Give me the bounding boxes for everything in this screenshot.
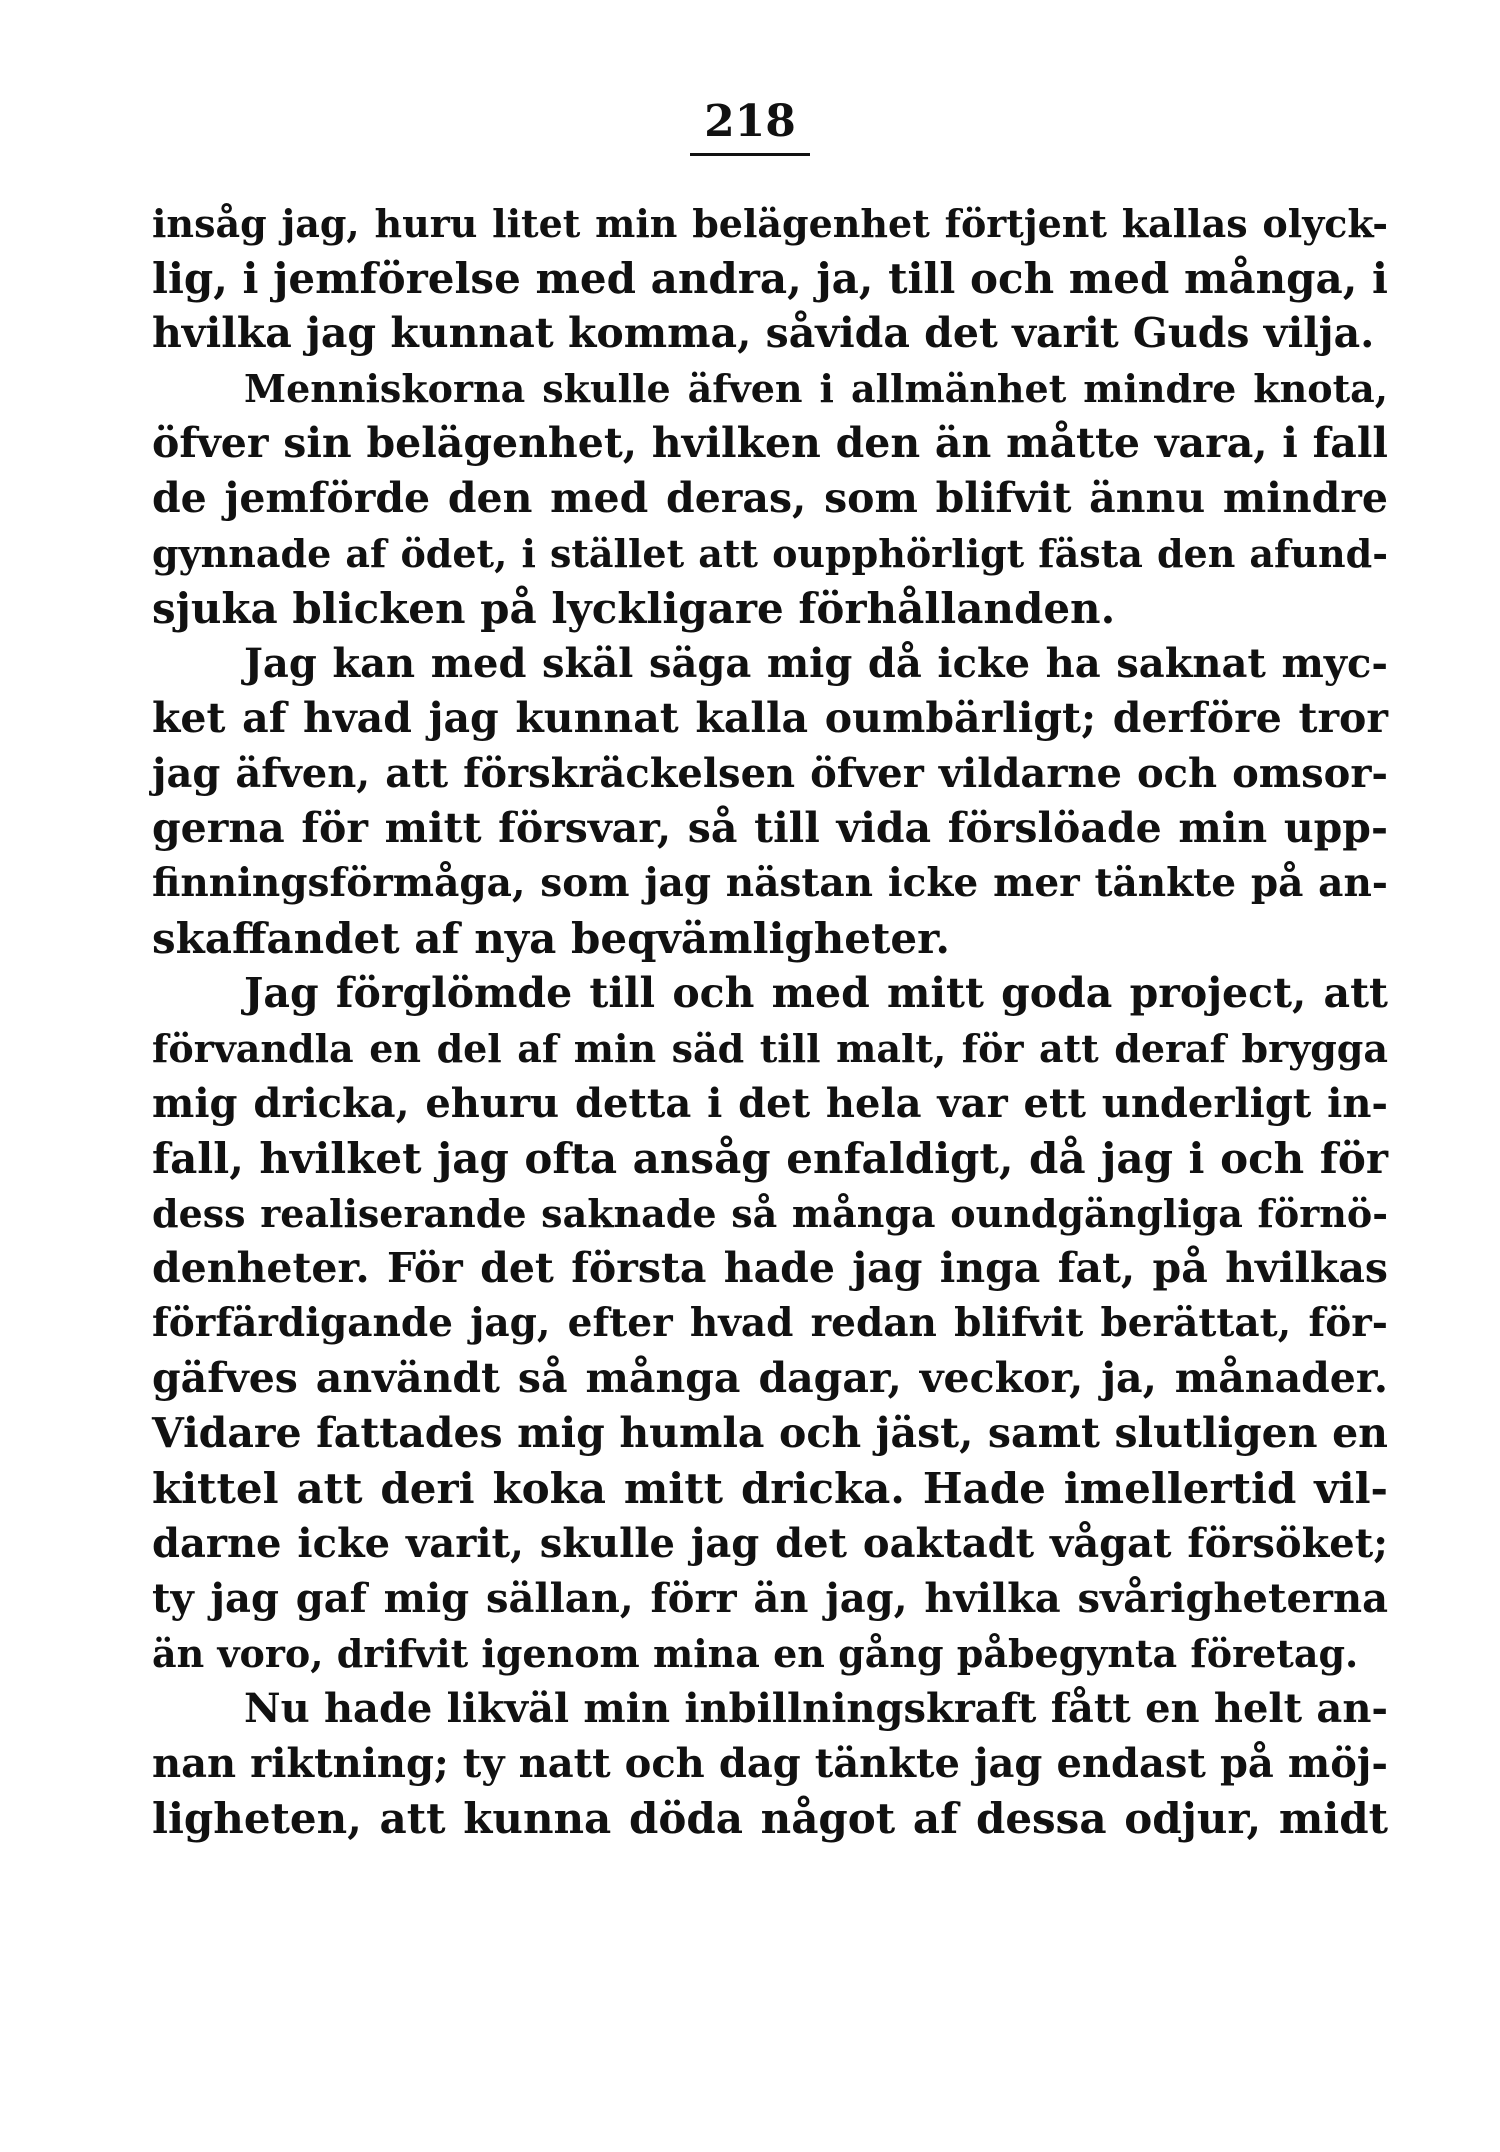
text-line: de jemförde den med deras, som blifvit ännu mindre <box>152 474 1388 522</box>
text-line: denheter. För det första hade jag inga fat, på hvilkas <box>152 1244 1388 1292</box>
text-line: Vidare fattades mig humla och jäst, samt slutligen en <box>152 1409 1388 1457</box>
paragraph <box>152 1681 1388 1846</box>
text-line: öfver sin belägenhet, hvilken den än måtte vara, i fall <box>152 419 1388 467</box>
text-line: förvandla en del af min säd till malt, för att deraf brygga <box>152 1026 1388 1071</box>
paragraph <box>152 361 1388 636</box>
body-text <box>152 196 1388 1846</box>
text-line: ligheten, att kunna döda något af dessa odjur, midt <box>152 1794 1388 1843</box>
paragraph <box>152 196 1388 361</box>
text-line: ty jag gaf mig sällan, förr än jag, hvilka svårigheterna <box>152 1575 1388 1622</box>
text-line: mig dricka, ehuru detta i det hela var ett underligt in- <box>152 1080 1388 1127</box>
paragraph <box>152 636 1388 966</box>
page-number-text: 218 <box>690 96 810 156</box>
text-line: kittel att deri koka mitt dricka. Hade imellertid vil- <box>152 1464 1388 1513</box>
text-line: skaffandet af nya beqvämligheter. <box>152 914 951 963</box>
text-line: fall, hvilket jag ofta ansåg enfaldigt, då jag i och för <box>152 1134 1388 1183</box>
text-line: gynnade af ödet, i stället att oupphörligt fästa den afund- <box>152 531 1388 576</box>
text-line: Menniskorna skulle äfven i allmänhet mindre knota, <box>244 366 1388 411</box>
text-line: insåg jag, huru litet min belägenhet förtjent kallas olyck- <box>152 201 1388 246</box>
text-line: lig, i jemförelse med andra, ja, till och med många, i <box>152 254 1388 303</box>
text-line: förfärdigande jag, efter hvad redan blifvit berättat, för- <box>152 1300 1388 1346</box>
paragraph <box>152 966 1388 1681</box>
text-line: Jag förglömde till och med mitt goda project, att <box>244 969 1388 1017</box>
page-number <box>0 96 1500 156</box>
text-line: finningsförmåga, som jag nästan icke mer tänkte på an- <box>152 860 1388 906</box>
text-line: nan riktning; ty natt och dag tänkte jag endast på möj- <box>152 1740 1388 1787</box>
text-line: ket af hvad jag kunnat kalla oumbärligt; derföre tror <box>152 694 1388 742</box>
text-line: gerna för mitt försvar, så till vida förslöade min upp- <box>152 804 1388 852</box>
text-line: än voro, drifvit igenom mina en gång påbegynta företag. <box>152 1631 1359 1676</box>
text-line: dess realiserande saknade så många oundgängliga förnö- <box>152 1191 1388 1236</box>
text-line: Nu hade likväl min inbillningskraft fått en helt an- <box>244 1685 1388 1732</box>
text-line: gäfves användt så många dagar, veckor, ja, månader. <box>152 1354 1388 1402</box>
text-line: Jag kan med skäl säga mig då icke ha saknat myc- <box>244 640 1388 687</box>
text-line: sjuka blicken på lyckligare förhållanden. <box>152 584 1116 633</box>
text-line: hvilka jag kunnat komma, såvida det varit Guds vilja. <box>152 309 1375 357</box>
text-line: jag äfven, att förskräckelsen öfver vildarne och omsor- <box>152 750 1388 797</box>
text-line: darne icke varit, skulle jag det oaktadt vågat försöket; <box>152 1520 1388 1567</box>
